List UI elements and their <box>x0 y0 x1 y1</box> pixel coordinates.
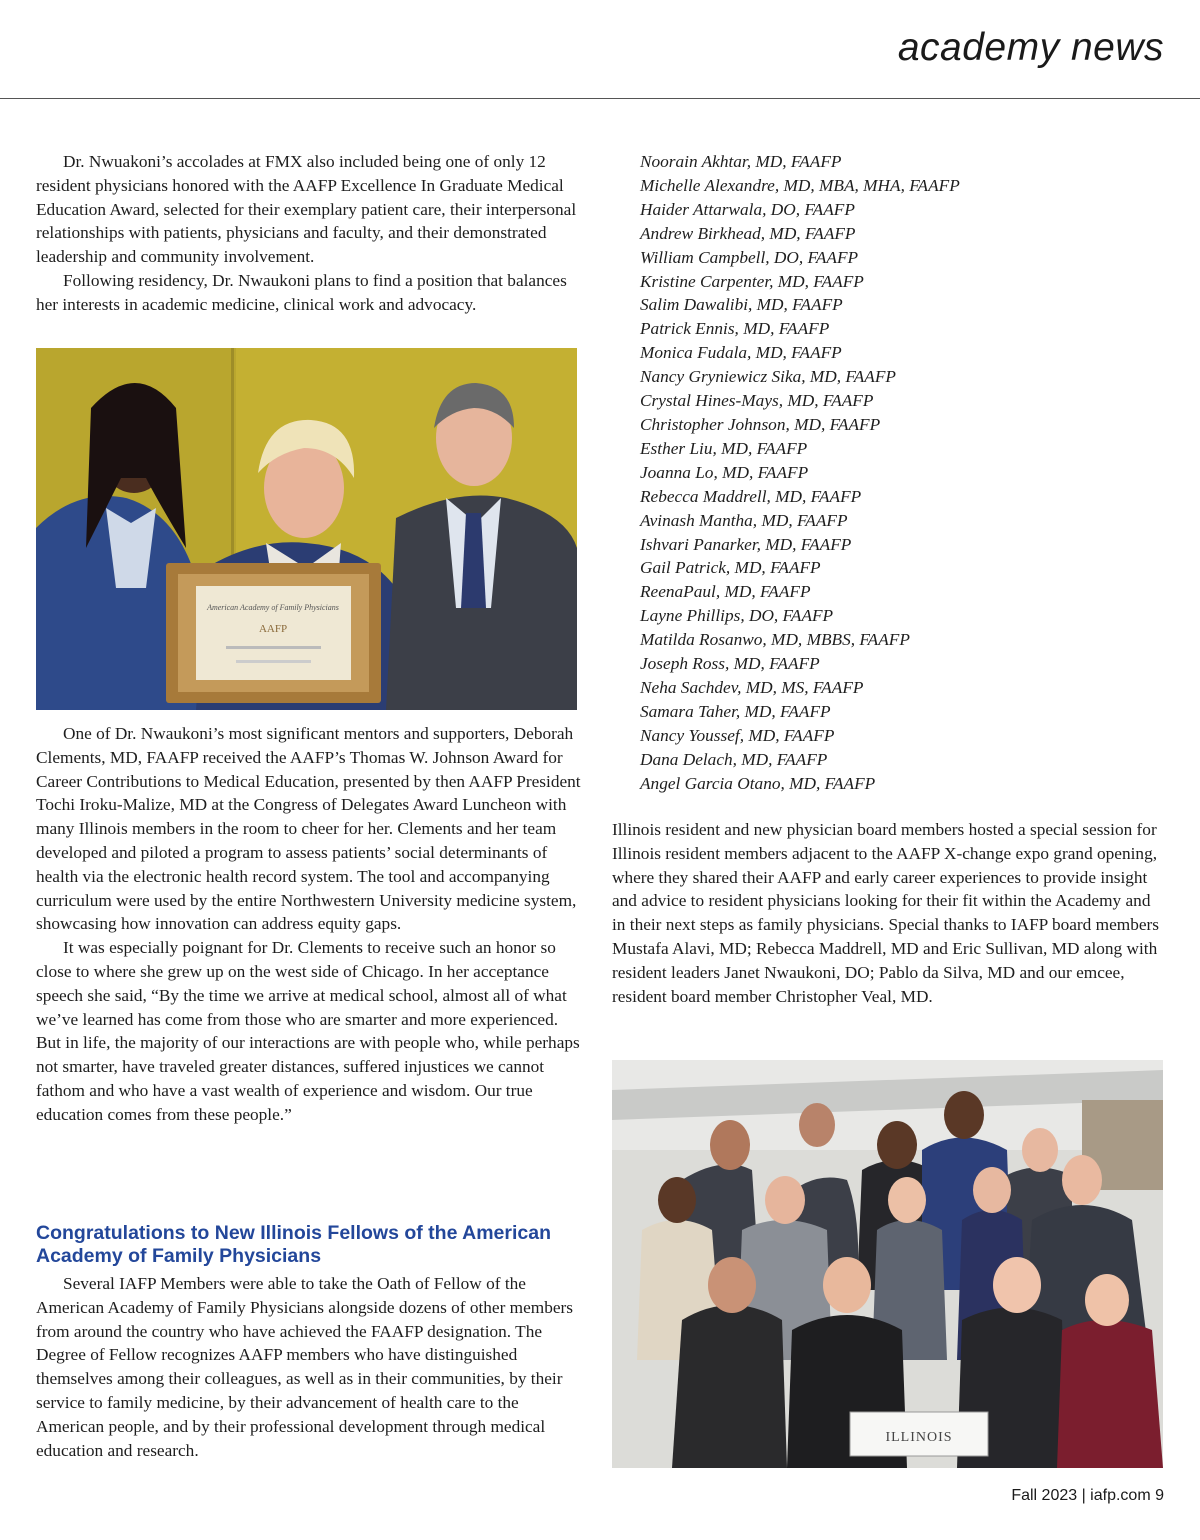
list-item: Esther Liu, MD, FAAFP <box>640 438 808 458</box>
plaque-title: American Academy of Family Physicians <box>207 603 339 612</box>
fellows-list <box>640 150 1160 795</box>
list-item: Monica Fudala, MD, FAAFP <box>640 343 842 363</box>
right-column-session <box>612 818 1164 1008</box>
paragraph: Following residency, Dr. Nwaukoni plans to find a position that balances her interests in academic medicine, clinical work and advocacy. <box>36 270 567 314</box>
list-item: Avinash Mantha, MD, FAAFP <box>640 510 848 530</box>
list-item: Crystal Hines-Mays, MD, FAAFP <box>640 391 874 411</box>
list-item: Salim Dawalibi, MD, FAAFP <box>640 295 843 315</box>
list-item: Matilda Rosanwo, MD, MBBS, FAAFP <box>640 630 910 650</box>
list-item: Neha Sachdev, MD, MS, FAAFP <box>640 677 864 697</box>
list-item: Haider Attarwala, DO, FAAFP <box>640 199 855 219</box>
list-item: Joseph Ross, MD, FAAFP <box>640 654 820 674</box>
paragraph: One of Dr. Nwaukoni’s most significant mentors and supporters, Deborah Clements, MD, FAAFP received the AAFP’s Thomas W. Johnson Award for Career Contributions to Medical Education, presented by then AAFP President Tochi Iroku-Malize, MD at the Congress of Delegates Award Luncheon with many Illinois members in the room to cheer for her. Clements and her team developed and piloted a program to assess patients’ social determinants of health via the electronic health record system. The tool and accompanying curriculum were used by the entire Northwestern University medicine system, showcasing how innovation can address equity gaps. <box>36 724 581 934</box>
header-divider <box>0 98 1200 99</box>
list-item: Dana Delach, MD, FAAFP <box>640 749 828 769</box>
section-subheading: Congratulations to New Illinois Fellows of the American Academy of Family Physicians <box>36 1222 551 1267</box>
list-item: Christopher Johnson, MD, FAAFP <box>640 414 881 434</box>
paragraph: Several IAFP Members were able to take the Oath of Fellow of the American Academy of Family Physicians alongside dozens of other members from around the country who have achieved the FAAFP designation. The Degree of Fellow recognizes AAFP members who have distinguished themselves among their colleagues, as well as in their communities, by their service to family medicine, by their advancement of health care to the American people, and by their professional development through medical education and research. <box>36 1274 574 1460</box>
group-photo <box>612 1060 1163 1468</box>
page-footer: Fall 2023 | iafp.com 9 <box>1011 1487 1164 1504</box>
list-item: Andrew Birkhead, MD, FAAFP <box>640 223 856 243</box>
section-title: academy news <box>897 26 1164 69</box>
left-column-intro <box>36 150 584 317</box>
paragraph: It was especially poignant for Dr. Clements to receive such an honor so close to where she grew up on the west side of Chicago. In her acceptance speech she said, “By the time we arrive at medical school, almost all of what we’ve learned has come from those who are smarter and more experienced. But in life, the majority of our interactions are with people who, while perhaps not smarter, have traveled greater distances, suffered injustices we cannot fathom and who have a vast wealth of experience and wisdom. Our true education comes from these people.” <box>36 938 580 1124</box>
list-item: Gail Patrick, MD, FAAFP <box>640 558 821 578</box>
list-item: Ishvari Panarker, MD, FAAFP <box>640 534 852 554</box>
award-presentation-photo <box>36 348 577 710</box>
list-item: ReenaPaul, MD, FAAFP <box>640 582 811 602</box>
list-item: Rebecca Maddrell, MD, FAAFP <box>640 486 862 506</box>
list-item: Joanna Lo, MD, FAAFP <box>640 462 809 482</box>
list-item: Nancy Youssef, MD, FAAFP <box>640 725 835 745</box>
list-item: Michelle Alexandre, MD, MBA, MHA, FAAFP <box>640 175 960 195</box>
list-item: Nancy Gryniewicz Sika, MD, FAAFP <box>640 367 896 387</box>
plaque-logo-text: AAFP <box>258 623 288 635</box>
list-item: Patrick Ennis, MD, FAAFP <box>640 319 830 339</box>
left-column-fellows-intro <box>36 1272 584 1462</box>
list-item: Samara Taher, MD, FAAFP <box>640 701 831 721</box>
list-item: William Campbell, DO, FAAFP <box>640 247 859 267</box>
left-column-clements <box>36 722 584 1127</box>
list-item: Noorain Akhtar, MD, FAAFP <box>640 152 842 171</box>
paragraph: Illinois resident and new physician board members hosted a special session for Illinois resident members adjacent to the AAFP X-change expo grand opening, where they shared their AAFP and early career experiences to provide insight and advice to resident physicians looking for their fit within the Academy and in their next steps as family physicians. Special thanks to IAFP board members Mustafa Alavi, MD; Rebecca Maddrell, MD and Eric Sullivan, MD along with resident leaders Janet Nwaukoni, DO; Pablo da Silva, MD and our emcee, resident board member Christopher Veal, MD. <box>612 820 1159 1006</box>
list-item: Kristine Carpenter, MD, FAAFP <box>640 271 864 291</box>
paragraph: Dr. Nwuakoni’s accolades at FMX also included being one of only 12 resident physicians honored with the AAFP Excellence In Graduate Medical Education Award, selected for their exemplary patient care, their interpersonal relationships with patients, physicians and faculty, and their demonstrated leadership and community involvement. <box>36 152 577 267</box>
illinois-sign-text: ILLINOIS <box>885 1430 953 1445</box>
list-item: Layne Phillips, DO, FAAFP <box>640 606 834 626</box>
list-item: Angel Garcia Otano, MD, FAAFP <box>640 773 876 793</box>
